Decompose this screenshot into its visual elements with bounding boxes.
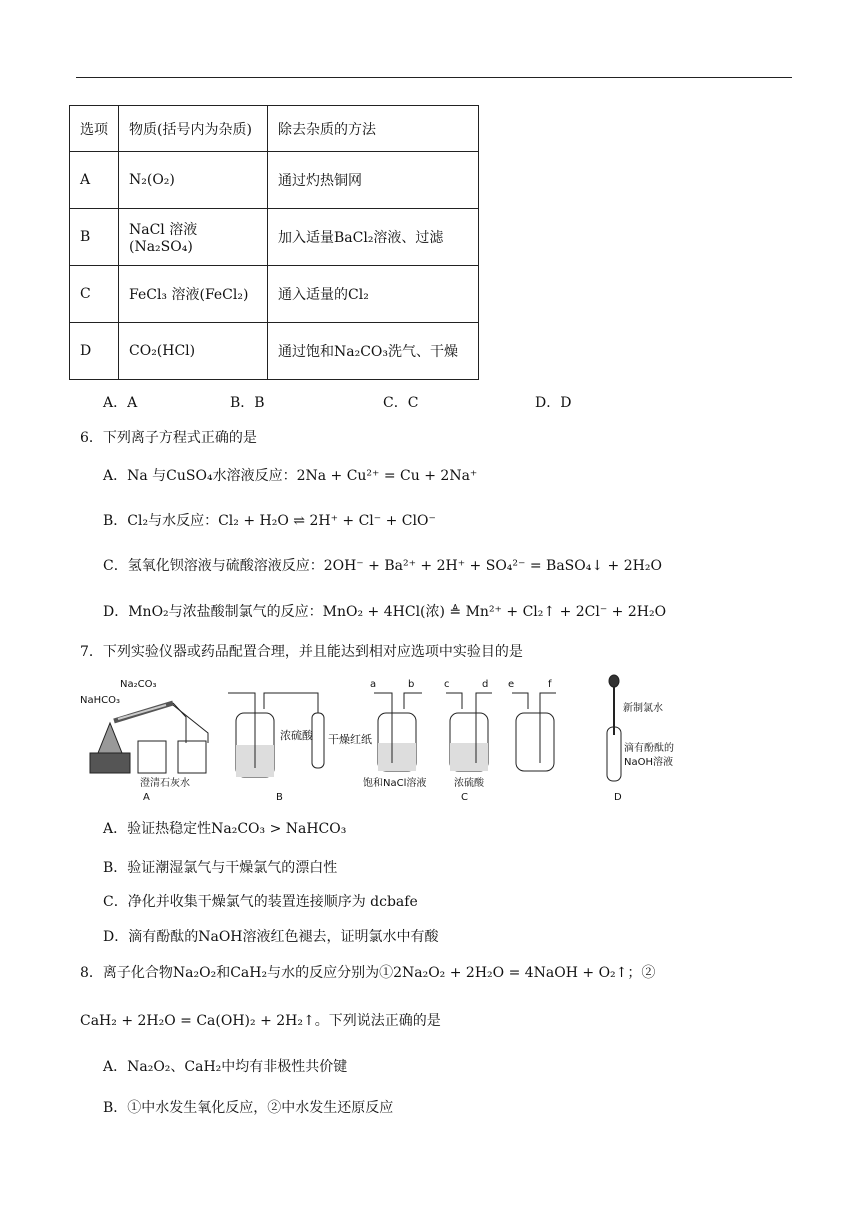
q6-stem: 6．下列离子方程式正确的是 xyxy=(80,430,257,446)
table-cell: B xyxy=(70,209,119,266)
dropper-bulb-icon xyxy=(609,675,619,687)
label-conc-acid: 浓硫酸 xyxy=(280,729,313,742)
table-cell: 通过灼热铜网 xyxy=(268,152,479,209)
collection-bottle-icon xyxy=(516,713,554,771)
table-header-cell: 除去杂质的方法 xyxy=(268,106,479,152)
label-phenol: 滴有酚酞的 xyxy=(624,743,674,754)
label-fresh-cl: 新制氯水 xyxy=(623,703,663,714)
label-na2co3: Na₂CO₃ xyxy=(120,679,157,690)
q8-stem-line1: 8．离子化合物Na₂O₂和CaH₂与水的反应分别为①2Na₂O₂ + 2H₂O = 4NaOH + O₂↑；② xyxy=(80,965,656,981)
table-header-cell: 物质(括号内为杂质) xyxy=(119,106,268,152)
liquid-icon xyxy=(378,743,416,771)
test-tube-icon xyxy=(607,727,621,781)
q7-option-d[interactable]: D．滴有酚酞的NaOH溶液红色褪去，证明氯水中有酸 xyxy=(103,929,439,945)
q8-option-b[interactable]: B．①中水发生氧化反应，②中水发生还原反应 xyxy=(103,1100,394,1116)
table-cell: A xyxy=(70,152,119,209)
label-a: A xyxy=(143,792,150,803)
apparatus-b xyxy=(228,693,372,803)
outlet-tube-icon xyxy=(404,693,422,709)
q5-choice-b[interactable]: B．B xyxy=(230,395,265,411)
burner-base-icon xyxy=(90,753,130,773)
q6-option-d[interactable]: D．MnO₂与浓盐酸制氯气的反应：MnO₂ + 4HCl(浓) ≜ Mn²⁺ + Cl₂↑ + 2Cl⁻ + 2H₂O xyxy=(103,604,667,620)
label-limewater: 澄清石灰水 xyxy=(140,778,190,789)
table-cell: C xyxy=(70,266,119,323)
label-b: B xyxy=(276,792,283,803)
beaker-icon xyxy=(138,741,166,773)
port-b-label: b xyxy=(408,679,415,690)
short-tube-icon xyxy=(446,693,462,709)
q6-option-b[interactable]: B．Cl₂与水反应：Cl₂ + H₂O ⇌ 2H⁺ + Cl⁻ + ClO⁻ xyxy=(103,513,436,529)
q5-choice-a[interactable]: A．A xyxy=(103,395,138,411)
port-c-label: c xyxy=(444,679,450,690)
table-cell: NaCl 溶液(Na₂SO₄) xyxy=(119,209,268,266)
label-c: C xyxy=(461,792,468,803)
table-row xyxy=(70,152,479,209)
apparatus-c xyxy=(363,679,556,803)
q5-choice-c[interactable]: C．C xyxy=(383,395,419,411)
table-header-row xyxy=(70,106,479,152)
label-dry-paper: 干燥红纸 xyxy=(328,733,372,746)
apparatus-d xyxy=(607,675,674,803)
q8-option-a[interactable]: A．Na₂O₂、CaH₂中均有非极性共价键 xyxy=(103,1059,348,1075)
beaker-icon xyxy=(178,741,206,773)
port-a-label: a xyxy=(370,679,377,690)
table-header-cell: 选项 xyxy=(70,106,119,152)
liquid-icon xyxy=(450,743,488,771)
label-d: D xyxy=(614,792,622,803)
table-cell: 加入适量BaCl₂溶液、过滤 xyxy=(268,209,479,266)
q7-option-a[interactable]: A．验证热稳定性Na₂CO₃ > NaHCO₃ xyxy=(103,821,347,837)
q5-choice-d[interactable]: D．D xyxy=(535,395,572,411)
port-f-label: f xyxy=(548,679,552,690)
delivery-tube-icon xyxy=(173,703,186,743)
table-cell: 通入适量的Cl₂ xyxy=(268,266,479,323)
q7-stem: 7．下列实验仪器或药品配置合理，并且能达到相对应选项中实验目的是 xyxy=(80,644,523,660)
q6-option-c[interactable]: C．氢氧化钡溶液与硫酸溶液反应：2OH⁻ + Ba²⁺ + 2H⁺ + SO₄²⁻ = BaSO₄↓ + 2H₂O xyxy=(103,558,662,574)
delivery-tube-icon xyxy=(173,705,208,743)
port-e-label: e xyxy=(508,679,515,690)
table-cell: 通过饱和Na₂CO₃洗气、干燥 xyxy=(268,323,479,380)
options-table xyxy=(69,105,479,380)
inner-tube-icon xyxy=(118,705,166,719)
test-tube-icon xyxy=(312,713,324,768)
q7-option-c[interactable]: C．净化并收集干燥氯气的装置连接顺序为 dcbafe xyxy=(103,894,418,910)
label-sat-nacl: 饱和NaCl溶液 xyxy=(363,778,427,789)
table-row xyxy=(70,323,479,380)
q7-option-b[interactable]: B．验证潮湿氯气与干燥氯气的漂白性 xyxy=(103,860,338,876)
port-d-label: d xyxy=(482,679,489,690)
label-nahco3: NaHCO₃ xyxy=(80,695,120,706)
q6-option-a[interactable]: A．Na 与CuSO₄水溶液反应：2Na + Cu²⁺ = Cu + 2Na⁺ xyxy=(103,468,478,484)
table-cell: CO₂(HCl) xyxy=(119,323,268,380)
label-conc-h2so4: 浓硫酸 xyxy=(454,778,484,789)
outlet-tube-icon xyxy=(264,693,318,713)
table-cell: N₂(O₂) xyxy=(119,152,268,209)
apparatus-a xyxy=(80,679,208,803)
table-cell: FeCl₃ 溶液(FeCl₂) xyxy=(119,266,268,323)
label-naoh: NaOH溶液 xyxy=(624,757,673,768)
q8-stem-line2: CaH₂ + 2H₂O = Ca(OH)₂ + 2H₂↑。下列说法正确的是 xyxy=(80,1013,441,1029)
table-row xyxy=(70,209,479,266)
burner-icon xyxy=(98,723,122,753)
short-tube-icon xyxy=(512,693,528,709)
apparatus-diagram xyxy=(78,673,708,808)
table-row xyxy=(70,266,479,323)
header-rule xyxy=(76,77,792,78)
table-cell: D xyxy=(70,323,119,380)
